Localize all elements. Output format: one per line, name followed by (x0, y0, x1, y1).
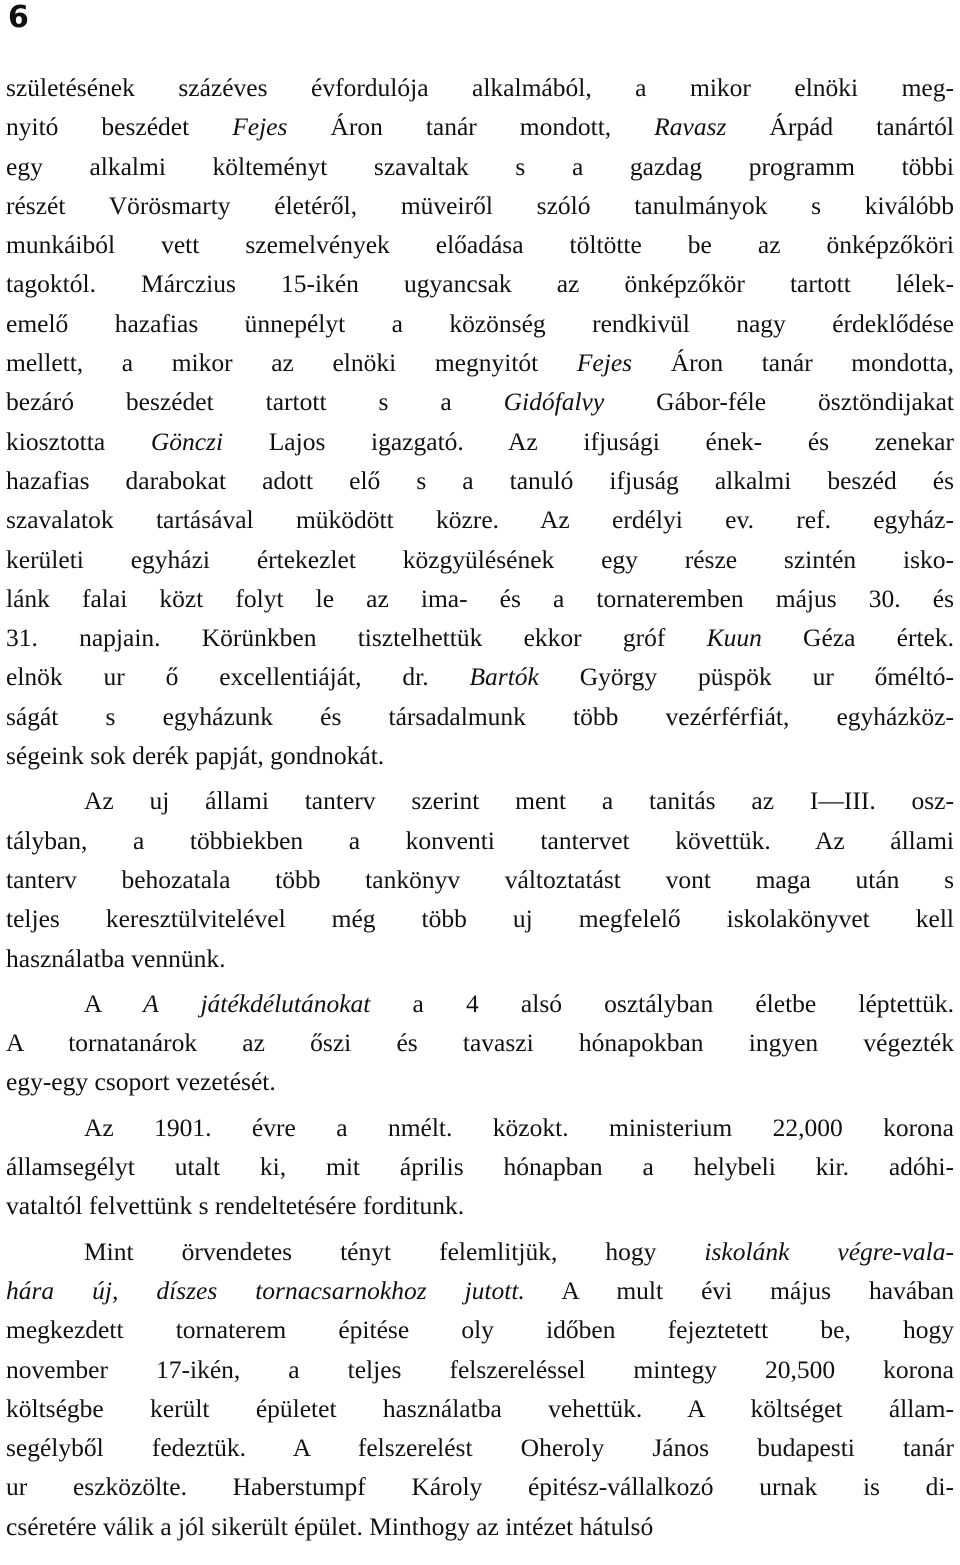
text-run: a 4 alsó osztályban életbe léptettük. (370, 988, 954, 1018)
text-line (6, 1507, 954, 1546)
text-run: munkáiból vett szemelvények előadása töltötte be az önképzőköri (6, 230, 954, 260)
text-run: lánk falai közt folyt le az ima- és a tornateremben május 30. és (6, 583, 954, 613)
text-run: A tornatanárok az őszi és tavaszi hónapokban ingyen végezték (6, 1028, 954, 1058)
italic-name: Fejes (576, 348, 633, 378)
text-run: tanterv behozatala több tankönyv változtatást vont maga után s (6, 864, 954, 894)
text-line (6, 107, 954, 146)
text-line (6, 461, 954, 500)
page-number: 6 (8, 0, 29, 35)
text-run: hazafias darabokat adott elő s a tanuló ifjuság alkalmi beszéd és (6, 465, 954, 495)
text-run: tályban, a többiekben a konventi tantervet követtük. Az állami (6, 825, 954, 855)
text-line (6, 1389, 954, 1428)
text-line (6, 264, 954, 303)
text-run: Mint örvendetes tényt felemlitjük, hogy (84, 1236, 705, 1266)
text-line (6, 186, 954, 225)
text-line (6, 1232, 954, 1271)
text-run: tagoktól. Márczius 15-ikén ugyancsak az önképzőkör tartott lélek- (6, 269, 954, 299)
italic-name: Kuun (706, 623, 762, 653)
text-run: emelő hazafias ünnepélyt a közönség rendkivül nagy érdeklődése (6, 308, 954, 338)
text-run: bezáró beszédet tartott s a (6, 387, 504, 417)
paragraph (6, 68, 954, 775)
text-line (6, 1271, 954, 1310)
paragraph (6, 978, 954, 1102)
text-run: ur eszközölte. Haberstumpf Károly épitész-vállalkozó urnak is di- (6, 1472, 954, 1502)
text-run: Az uj állami tanterv szerint ment a tanitás az I—III. osz- (84, 786, 954, 816)
text-run: teljes keresztülvitelével még több uj megfelelő iskolakönyvet kell (6, 904, 954, 934)
text-line (6, 736, 954, 775)
italic-name: A játékdélutánokat (143, 988, 371, 1018)
paragraph (6, 775, 954, 977)
text-run: György püspök ur őméltó- (538, 662, 954, 692)
text-line (6, 1147, 954, 1186)
text-run: nyitó beszédet (6, 112, 233, 142)
text-run: ségeink sok derék papját, gondnokát. (6, 741, 385, 771)
text-line (6, 500, 954, 539)
text-line (6, 343, 954, 382)
text-run: 31. napjain. Körünkben tisztelhettük ekkor gróf (6, 623, 707, 653)
text-run: Géza értek. (761, 623, 954, 653)
text-run: születésének százéves évfordulója alkalmából, a mikor elnöki meg- (6, 73, 954, 102)
italic-name: Bartók (469, 662, 539, 692)
text-run: egy-egy csoport vezetését. (6, 1067, 276, 1097)
text-run: november 17-ikén, a teljes felszereléssel mintegy 20,500 korona (6, 1354, 954, 1384)
text-line (6, 1428, 954, 1467)
paragraph (6, 1226, 954, 1546)
text-line (6, 984, 954, 1023)
text-line (6, 1062, 954, 1101)
italic-name: iskolánk végre-vala- (704, 1236, 954, 1266)
text-line (6, 939, 954, 978)
text-run: szavalatok tartásával müködött közre. Az erdélyi ev. ref. egyház- (6, 505, 954, 535)
text-line (6, 1350, 954, 1389)
body-text (6, 68, 954, 1546)
text-run: kiosztotta (6, 426, 151, 456)
text-run: részét Vörösmarty életéről, müveiről szóló tanulmányok s kiválóbb (6, 190, 954, 220)
italic-name: Gönczi (150, 426, 224, 456)
text-line (6, 382, 954, 421)
text-run: A mult évi május havában (524, 1275, 955, 1305)
text-run: Az 1901. évre a nmélt. közokt. ministerium 22,000 korona (84, 1112, 954, 1142)
text-line (6, 147, 954, 186)
text-run: vataltól felvettünk s rendeltetésére forditunk. (6, 1191, 465, 1221)
italic-name: Fejes (232, 112, 288, 142)
text-line (6, 422, 954, 461)
text-run: Gábor-féle ösztöndijakat (604, 387, 954, 417)
text-run: cséretére válik a jól sikerült épület. Minthogy az intézet hátulsó (6, 1511, 654, 1541)
text-run: Áron tanár mondott, (287, 112, 655, 142)
text-run: Lajos igazgató. Az ifjusági ének- és zenekar (223, 426, 954, 456)
italic-name: Ravasz (654, 112, 727, 142)
text-line (6, 1108, 954, 1147)
text-line (6, 781, 954, 820)
text-run: kerületi egyházi értekezlet közgyülésének egy része szintén isko- (6, 544, 954, 574)
text-run: egy alkalmi költeményt szavaltak s a gazdag programm többi (6, 151, 954, 181)
text-line (6, 68, 954, 107)
text-line (6, 304, 954, 343)
text-line (6, 1023, 954, 1062)
text-run: elnök ur ő excellentiáját, dr. (6, 662, 470, 692)
text-line (6, 540, 954, 579)
text-line (6, 899, 954, 938)
text-line (6, 821, 954, 860)
text-line (6, 657, 954, 696)
italic-name: hára új, díszes tornacsarnokhoz jutott. (6, 1275, 525, 1305)
text-run: költségbe került épületet használatba vehettük. A költséget állam- (6, 1393, 954, 1423)
text-line (6, 225, 954, 264)
text-line (6, 1186, 954, 1225)
text-run: A (84, 988, 144, 1018)
italic-name: Gidófalvy (503, 387, 605, 417)
text-line (6, 618, 954, 657)
text-run: megkezdett tornaterem épitése oly időben fejeztetett be, hogy (6, 1315, 954, 1345)
paragraph (6, 1102, 954, 1226)
text-line (6, 860, 954, 899)
text-run: használatba vennünk. (6, 943, 226, 973)
text-line (6, 579, 954, 618)
text-run: Áron tanár mondotta, (632, 348, 954, 378)
text-run: mellett, a mikor az elnöki megnyitót (6, 348, 577, 378)
text-line (6, 1310, 954, 1349)
text-run: segélyből fedeztük. A felszerelést Oheroly János budapesti tanár (6, 1433, 954, 1463)
text-line (6, 697, 954, 736)
text-line (6, 1467, 954, 1506)
text-run: Árpád tanártól (726, 112, 955, 142)
text-run: államsegélyt utalt ki, mit április hónapban a helybeli kir. adóhi- (6, 1152, 954, 1182)
text-run: ságát s egyházunk és társadalmunk több vezérférfiát, egyházköz- (6, 701, 954, 731)
